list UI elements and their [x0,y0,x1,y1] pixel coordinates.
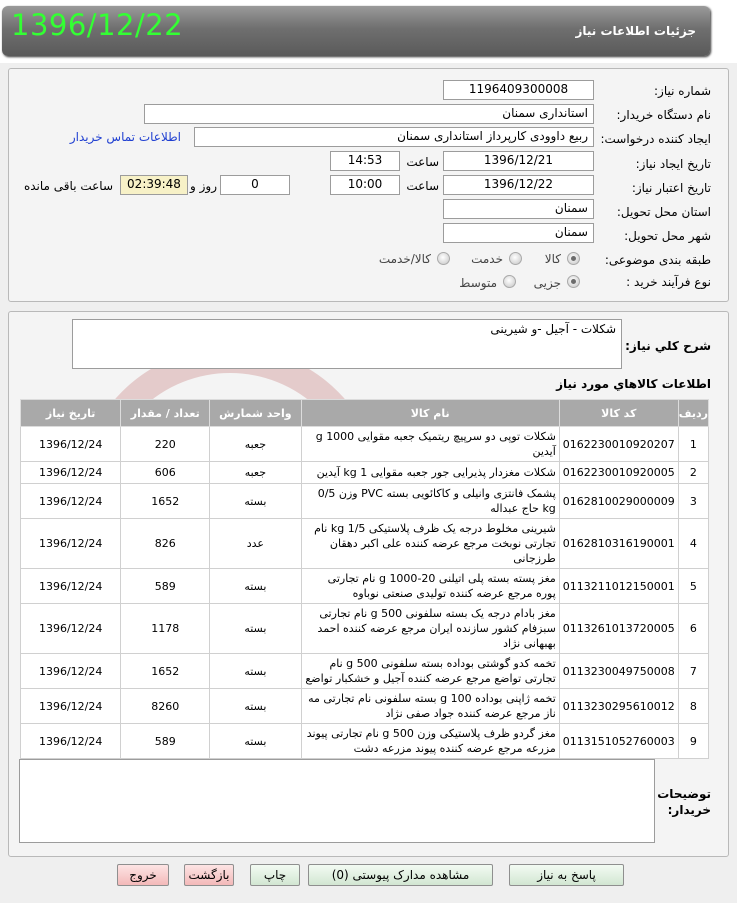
row-unit: بسته [210,484,301,519]
remaining-days-field: 0 [220,175,290,195]
need-number-label: شماره نیاز: [654,84,711,98]
attachments-button[interactable]: مشاهده مدارک پیوستی (0) [308,864,493,886]
row-date: 1396/12/24 [21,654,121,689]
exit-button[interactable]: خروج [117,864,169,886]
row-code: 0162230010920005 [559,462,678,484]
goods-section-title: اطلاعات کالاهاي مورد نياز [556,377,711,391]
buyer-notes-label-1: توضیحات [657,787,711,801]
goods-table-header [21,400,709,427]
table-row [21,604,709,654]
summary-label: شرح کلي نياز: [625,339,711,353]
category-option-service: خدمت [471,252,503,266]
row-qty: 1652 [121,484,210,519]
col-code: کد کالا [559,400,678,427]
requester-field: ربیع داوودی کارپرداز استانداری سمنان [194,127,594,147]
category-option-goods: کالا [544,252,561,266]
row-code: 0113230295610012 [559,689,678,724]
row-index: 1 [678,427,708,462]
row-name: شکلات مغزدار پذیرایی جور جعبه مقوایی 1 kg آیدین [301,462,559,484]
buyer-label: نام دستگاه خریدار: [616,108,711,122]
row-qty: 606 [121,462,210,484]
row-index: 2 [678,462,708,484]
validity-time-label: ساعت [406,179,439,193]
category-option-goods-service: کالا/خدمت [378,252,431,266]
row-code: 0162810029000009 [559,484,678,519]
buyer-field: استانداری سمنان [144,104,594,124]
row-name: مغز گردو ظرف پلاستیکی وزن 500 g نام تجارتی پیوند مزرعه مرجع عرضه کننده پیوند مزرعه دشت [301,724,559,759]
process-radio-medium[interactable] [503,275,516,288]
reply-button[interactable]: پاسخ به نیاز [509,864,624,886]
row-unit: بسته [210,654,301,689]
row-code: 0113230049750008 [559,654,678,689]
row-code: 0113211012150001 [559,569,678,604]
process-radio-minor[interactable] [567,275,580,288]
row-qty: 1178 [121,604,210,654]
row-name: مغز بادام درجه یک بسته سلفونی 500 g نام تجارتی سبزفام کشور سازنده ایران مرجع عرضه کننده احمد بهبهانی نژاد [301,604,559,654]
remaining-time-field: 02:39:48 [120,175,188,195]
city-label: شهر محل تحویل: [624,229,711,243]
col-unit: واحد شمارش [210,400,301,427]
buyer-contact-link[interactable]: اطلاعات تماس خریدار [69,130,181,144]
col-date: تاریخ نیاز [21,400,121,427]
row-qty: 589 [121,724,210,759]
row-unit: بسته [210,724,301,759]
summary-field: شکلات - آجیل -و شیرینی [72,319,622,369]
validity-time-field: 10:00 [330,175,400,195]
header-title: جزئیات اطلاعات نیاز [575,24,696,38]
table-row [21,569,709,604]
need-number-field: 1196409300008 [443,80,594,100]
province-field: سمنان [443,199,594,219]
validity-date-field: 1396/12/22 [443,175,594,195]
row-date: 1396/12/24 [21,569,121,604]
row-index: 5 [678,569,708,604]
col-qty: تعداد / مقدار [121,400,210,427]
table-row [21,654,709,689]
row-date: 1396/12/24 [21,519,121,569]
buyer-notes-label-2: خریدار: [667,803,711,817]
row-qty: 8260 [121,689,210,724]
row-index: 6 [678,604,708,654]
row-unit: جعبه [210,462,301,484]
category-radio-goods-service[interactable] [437,252,450,265]
days-label: روز و [190,179,217,193]
row-name: تخمه ژاپنی بوداده 100 g بسته سلفونی نام تجارتی مه ناز مرجع عرضه کننده جواد صفی نژاد [301,689,559,724]
row-name: شیرینی مخلوط درجه یک ظرف پلاستیکی 1/5 kg نام تجارتی نوبخت مرجع عرضه کننده علی اکبر دهقان طرزجانی [301,519,559,569]
city-field: سمنان [443,223,594,243]
row-name: شکلات توپی دو سرپیچ ریتمیک جعبه مقوایی 1000 g آیدین [301,427,559,462]
row-unit: بسته [210,689,301,724]
row-index: 3 [678,484,708,519]
row-name: مغز پسته بسته پلی اتیلنی 20-1000 g نام تجارتی پوره مرجع عرضه کننده تولیدی صنعتی نوباوه [301,569,559,604]
category-radio-goods[interactable] [567,252,580,265]
back-button[interactable]: بازگشت [184,864,234,886]
header-bar [2,6,710,56]
created-date-field: 1396/12/21 [443,151,594,171]
row-code: 0162230010920207 [559,427,678,462]
row-name: تخمه کدو گوشتی بوداده بسته سلفونی 500 g نام تجارتی تواضع مرجع عرضه کننده آجیل و خشکبار تواضع [301,654,559,689]
row-unit: بسته [210,569,301,604]
process-option-minor: جزیی [533,276,561,290]
row-unit: جعبه [210,427,301,462]
category-label: طبقه بندی موضوعی: [604,253,711,267]
created-time-field: 14:53 [330,151,400,171]
row-date: 1396/12/24 [21,689,121,724]
row-index: 7 [678,654,708,689]
col-name: نام کالا [301,400,559,427]
row-index: 4 [678,519,708,569]
buyer-notes-field [19,759,655,843]
created-time-label: ساعت [406,155,439,169]
remaining-time-label: ساعت باقی مانده [23,179,113,193]
row-code: 0113261013720005 [559,604,678,654]
row-date: 1396/12/24 [21,427,121,462]
table-row [21,519,709,569]
row-index: 8 [678,689,708,724]
table-row [21,689,709,724]
validity-date-label: تاریخ اعتبار نیاز: [631,181,711,195]
row-unit: بسته [210,604,301,654]
province-label: استان محل تحویل: [616,205,711,219]
process-option-medium: متوسط [459,276,497,290]
table-row [21,427,709,462]
row-index: 9 [678,724,708,759]
goods-table [20,399,709,759]
row-qty: 1652 [121,654,210,689]
process-type-label: نوع فرآیند خرید : [626,275,711,289]
row-date: 1396/12/24 [21,604,121,654]
print-button[interactable]: چاپ [250,864,300,886]
page-header [0,0,737,63]
table-row [21,484,709,519]
row-name: پشمک فانتزی وانیلی و کاکائویی بسته PVC وزن 0/5 kg حاج عبداله [301,484,559,519]
row-date: 1396/12/24 [21,724,121,759]
row-code: 0162810316190001 [559,519,678,569]
row-date: 1396/12/24 [21,462,121,484]
header-date: 1396/12/22 [11,8,184,42]
col-index: ردیف [678,400,708,427]
created-date-label: تاریخ ایجاد نیاز: [635,157,711,171]
row-unit: عدد [210,519,301,569]
row-qty: 589 [121,569,210,604]
table-row [21,724,709,759]
row-qty: 826 [121,519,210,569]
requester-label: ایجاد کننده درخواست: [600,132,711,146]
row-code: 0113151052760003 [559,724,678,759]
table-row [21,462,709,484]
category-radio-service[interactable] [509,252,522,265]
row-date: 1396/12/24 [21,484,121,519]
row-qty: 220 [121,427,210,462]
